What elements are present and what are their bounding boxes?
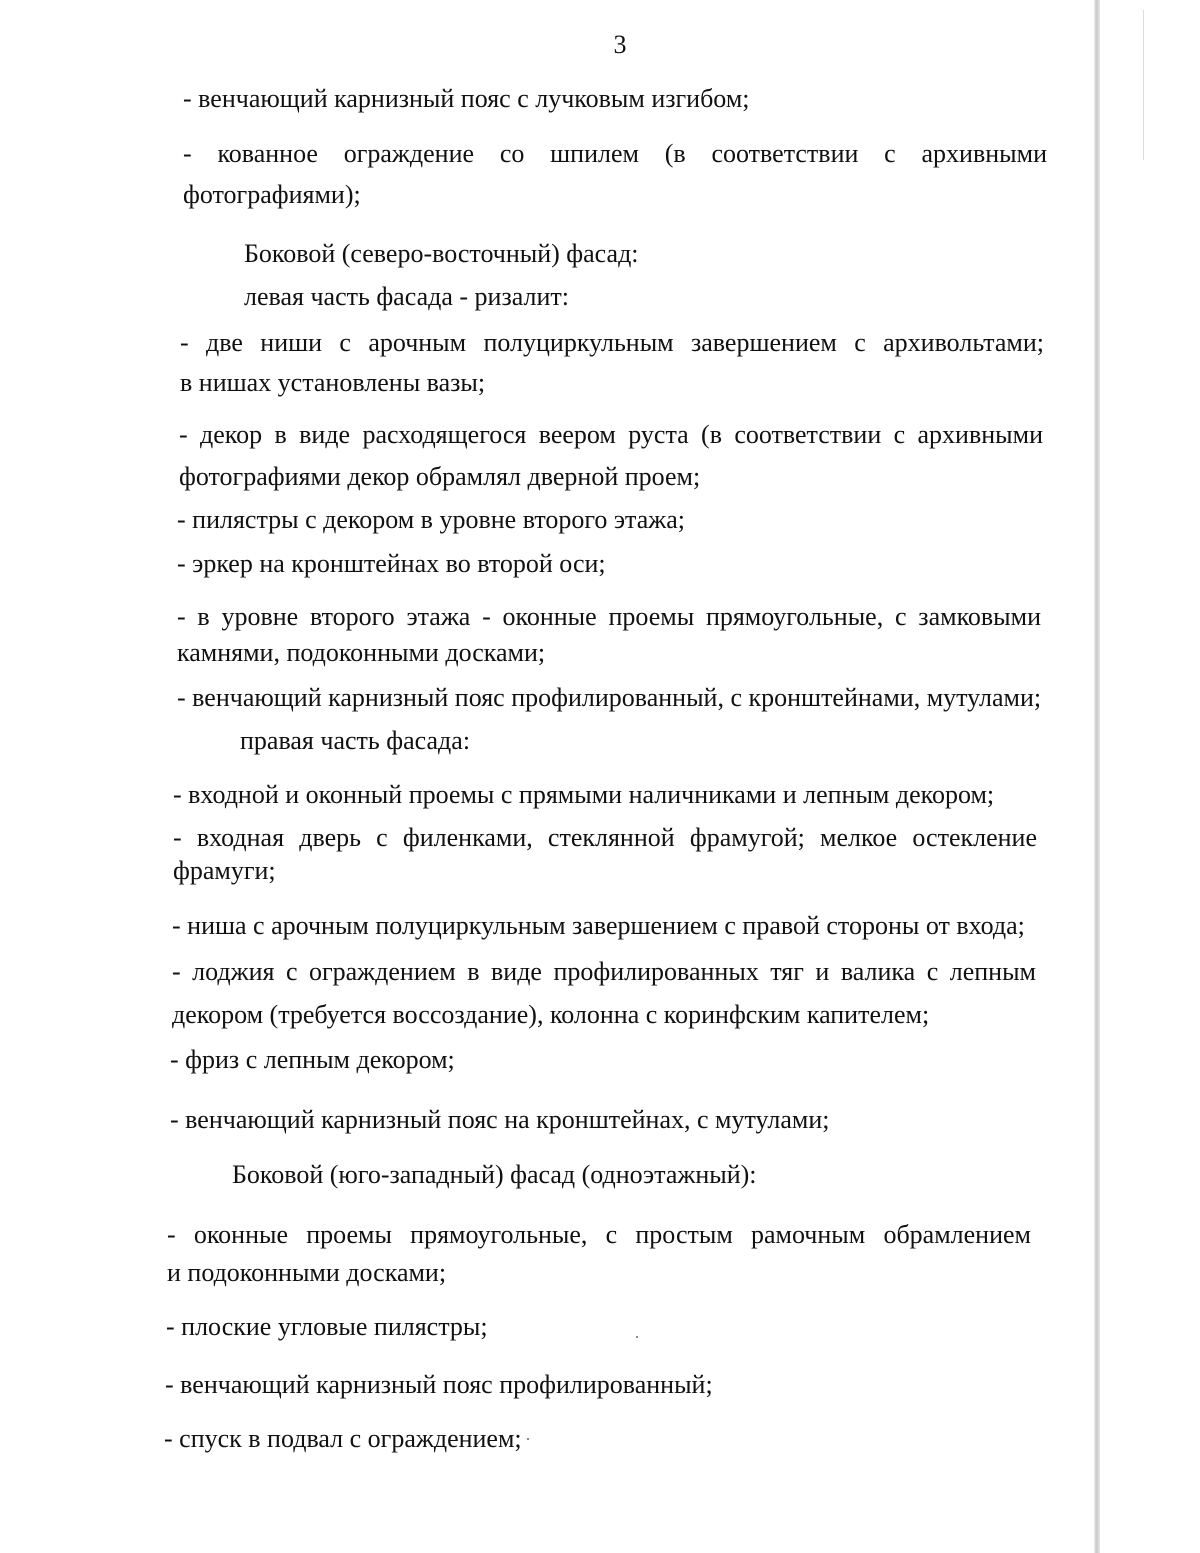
text-line: - венчающий карнизный пояс профилированный, с кронштейнами, мутулами; [177, 683, 1042, 712]
section-heading: Боковой (юго-западный) фасад (одноэтажный): [232, 1160, 757, 1189]
text-line: в нишах установлены вазы; [180, 368, 486, 397]
text-line: декором (требуется воссоздание), колонна с коринфским капителем; [172, 1000, 930, 1029]
scan-edge-shadow [1094, 0, 1100, 1553]
subsection-heading: левая часть фасада - ризалит: [244, 282, 569, 311]
text-line: - входная дверь с филенками, стеклянной фрамугой; мелкое остекление [173, 823, 1037, 852]
subsection-heading: правая часть фасада: [240, 726, 471, 755]
text-line: камнями, подоконными досками; [177, 638, 546, 667]
text-line: - лоджия с ограждением в виде профилированных тяг и валика с лепным [172, 957, 1036, 986]
text-line: и подоконными досками; [167, 1258, 447, 1287]
text-line: - венчающий карнизный пояс с лучковым изгибом; [183, 84, 750, 113]
text-line: - эркер на кронштейнах во второй оси; [177, 549, 606, 578]
text-line: - фриз с лепным декором; [170, 1045, 455, 1074]
section-heading: Боковой (северо-восточный) фасад: [244, 239, 639, 268]
text-line: фрамуги; [173, 856, 276, 885]
text-line: - кованное ограждение со шпилем (в соответствии с архивными [183, 139, 1047, 168]
text-line: - входной и оконный проемы с прямыми наличниками и лепным декором; [173, 780, 995, 809]
text-line: - ниша с арочным полуциркульным завершением с правой стороны от входа; [172, 911, 1025, 940]
text-line: - оконные проемы прямоугольные, с простым рамочным обрамлением [167, 1220, 1031, 1249]
scan-speck [636, 1336, 638, 1338]
text-line: - две ниши с арочным полуциркульным завершением с архивольтами; [180, 328, 1044, 357]
text-line: - в уровне второго этажа - оконные проемы прямоугольные, с замковыми [177, 602, 1041, 631]
text-line: фотографиями декор обрамлял дверной проем; [179, 462, 701, 491]
text-line: - спуск в подвал с ограждением; [164, 1424, 522, 1453]
text-line: - пилястры с декором в уровне второго этажа; [177, 505, 685, 534]
scan-speck [527, 1438, 529, 1440]
text-line: - плоские угловые пилястры; [166, 1312, 488, 1341]
text-line: - декор в виде расходящегося веером руста (в соответствии с архивными [179, 420, 1043, 449]
text-line: - венчающий карнизный пояс профилированный; [165, 1370, 713, 1399]
text-line: фотографиями); [183, 180, 361, 209]
page-number: 3 [613, 30, 627, 59]
text-line: - венчающий карнизный пояс на кронштейнах, с мутулами; [170, 1105, 830, 1134]
